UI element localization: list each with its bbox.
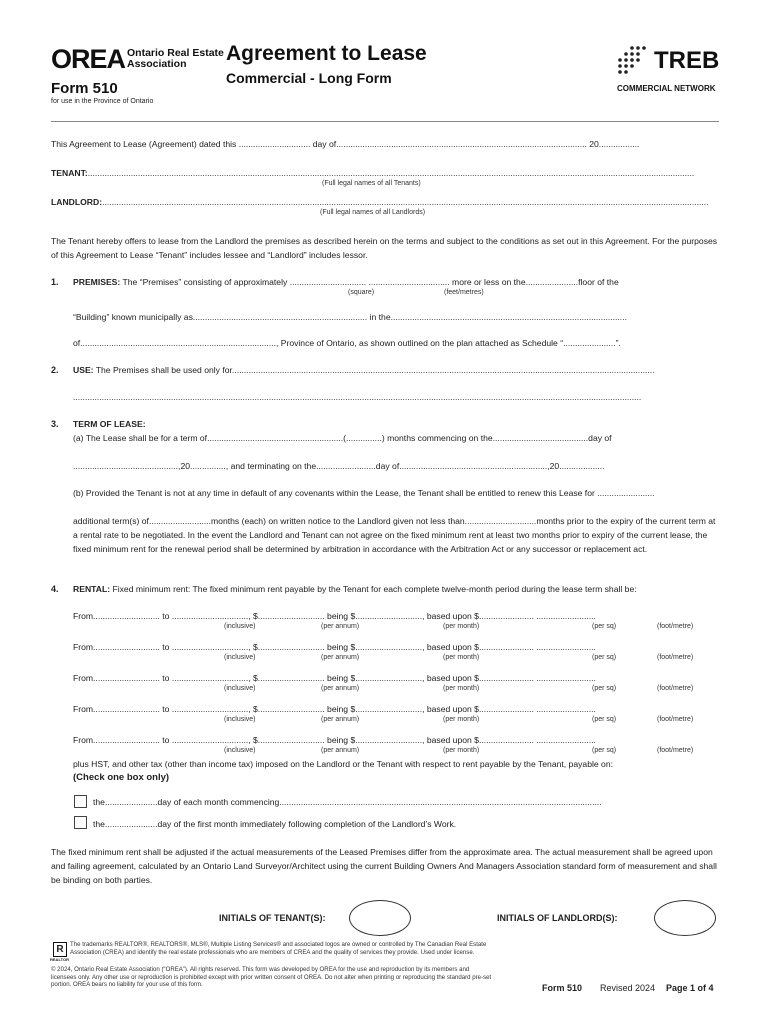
caption-inclusive: (inclusive) [224, 747, 256, 754]
initials-tenant-box[interactable] [349, 900, 411, 936]
caption-inclusive: (inclusive) [224, 654, 256, 661]
caption-per-sq: (per sq) [592, 747, 617, 754]
caption-foot-metre: (foot/metre) [657, 747, 694, 754]
tenant-dots: .............................................................................................................................................................................................................................................................. [87, 168, 695, 178]
caption-per-sq: (per sq) [592, 623, 617, 630]
section1-number: 1. [51, 277, 59, 287]
caption-per-annum: (per annum) [321, 685, 360, 692]
tenant-label: TENANT: [51, 168, 88, 178]
term-line-b[interactable]: (b) Provided the Tenant is not at any time in default of any covenants within the Lease, the Tenant shall be entitled to renew this Lease for ........................ [73, 488, 655, 498]
rent-row[interactable]: From............................ to ................................, $............................ being $............................, based upon $....................... ......................... [73, 704, 596, 714]
premises-heading: PREMISES: [73, 277, 121, 287]
rent-row[interactable]: From............................ to ................................, $............................ being $............................, based upon $....................... ......................... [73, 611, 596, 621]
tax-line: plus HST, and other tax (other than income tax) imposed on the Landlord or the Tenant with respect to rent payable by the Tenant, payable on: [73, 759, 613, 769]
rent-row[interactable]: From............................ to ................................, $............................ being $............................, based upon $....................... ......................... [73, 673, 596, 683]
tenant-caption: (Full legal names of all Tenants) [322, 180, 421, 187]
caption-foot-metre: (foot/metre) [657, 623, 694, 630]
caption-inclusive: (inclusive) [224, 623, 256, 630]
treb-logo-text: TREB [654, 47, 720, 74]
landlord-line[interactable] [51, 197, 719, 207]
copyright-text: © 2024, Ontario Real Estate Association (“OREA”). All rights reserved. This form was developed by OREA for the use and reproduction by its members and licensees only. Any other use or reproduction is prohibited except with prior written consent of OREA. Do not alter when printing or reproducing the standard pre-set portion. OREA bears no liability for your use of this form. [51, 966, 492, 988]
realtor-mark: R [53, 942, 67, 957]
footer-page-number: Page 1 of 4 [666, 983, 714, 993]
province-line[interactable]: of.................................................................................., Province of Ontario, as shown outlined on the plan attached as Schedule “......................”. [73, 338, 621, 348]
payment-option2-checkbox[interactable] [74, 816, 87, 829]
caption-foot-metre: (foot/metre) [657, 654, 694, 661]
premises-line1: The “Premises” consisting of approximately ................................ .................................. more or less on the......................floor of the [120, 277, 619, 287]
rent-row[interactable]: From............................ to ................................, $............................ being $............................, based upon $....................... ......................... [73, 735, 596, 745]
section4-number: 4. [51, 584, 59, 594]
page-title: Agreement to Lease [226, 42, 427, 65]
caption-feet-metres: (feet/metres) [444, 289, 484, 296]
landlord-label: LANDLORD: [51, 197, 103, 207]
term-heading: TERM OF LEASE: [73, 419, 146, 429]
offer-paragraph: The Tenant hereby offers to lease from the Landlord the premises as described herein on the terms and subject to the conditions as set out in this Agreement. For the purposes of this Agreement to Lease “Tenant” includes lessee and “Landlord” includes lessor. [51, 236, 718, 260]
footer-form-number: Form 510 [542, 983, 583, 993]
landlord-dots: .............................................................................................................................................................................................................................................................. [102, 197, 709, 207]
form-number: Form 510 [51, 80, 118, 97]
use-line2[interactable]: .............................................................................................................................................................................................................................................. [73, 392, 642, 402]
premises-line[interactable] [73, 277, 719, 287]
tenant-line[interactable] [51, 168, 719, 178]
caption-per-month: (per month) [443, 747, 480, 754]
caption-per-sq: (per sq) [592, 716, 617, 723]
caption-foot-metre: (foot/metre) [657, 685, 694, 692]
caption-per-annum: (per annum) [321, 623, 360, 630]
orea-logo [51, 44, 224, 74]
rental-intro: Fixed minimum rent: The fixed minimum rent payable by the Tenant for each complete twelve-month period during the lease term shall be: [110, 584, 637, 594]
use-line1: The Premises shall be used only for................................................................................................................................................................................. [93, 365, 655, 375]
caption-per-month: (per month) [443, 623, 480, 630]
caption-per-annum: (per annum) [321, 654, 360, 661]
caption-inclusive: (inclusive) [224, 716, 256, 723]
caption-inclusive: (inclusive) [224, 685, 256, 692]
caption-per-annum: (per annum) [321, 716, 360, 723]
orea-name-line1: Ontario Real Estate [127, 47, 224, 59]
building-line[interactable]: “Building” known municipally as......................................................................... in the................................................................................................... [73, 312, 627, 322]
trademark-text: The trademarks REALTOR®, REALTORS®, MLS®, Multiple Listing Services® and associated logos are owned or controlled by The Canadian Real Estate Association (CREA) and identify the real estate professionals who are members of CREA and the quality of services they provide. Used under license. [70, 941, 487, 956]
section2-number: 2. [51, 365, 59, 375]
use-line[interactable] [73, 365, 719, 375]
payment-option1-text[interactable]: the......................day of each month commencing....................................................................................................................................... [93, 797, 602, 807]
rental-heading: RENTAL: [73, 584, 111, 594]
realtor-logo [51, 942, 67, 962]
header-divider [51, 121, 719, 122]
initials-landlord-box[interactable] [654, 900, 716, 936]
initials-tenant-label: INITIALS OF TENANT(S): [219, 913, 326, 923]
rent-row[interactable]: From............................ to ................................, $............................ being $............................, based upon $....................... ......................... [73, 642, 596, 652]
form-subtitle: for use in the Province of Ontario [51, 98, 154, 105]
payment-option2-text[interactable]: the......................day of the first month immediately following completion of the Landlord’s Work. [93, 819, 457, 829]
adjustment-paragraph: The fixed minimum rent shall be adjusted if the actual measurements of the Leased Premises differ from the approximate area. The actual measurement shall be agreed upon and failing agreement, calculated by an Ontario Land Surveyor/Architect using the current Building Owners And Managers Association standard form of measurement and shall be binding on both parties. [51, 847, 717, 885]
use-heading: USE: [73, 365, 94, 375]
footer-revised: Revised 2024 [600, 983, 656, 993]
caption-per-sq: (per sq) [592, 685, 617, 692]
caption-per-sq: (per sq) [592, 654, 617, 661]
rental-line [73, 584, 719, 594]
caption-foot-metre: (foot/metre) [657, 716, 694, 723]
treb-dots-icon [616, 46, 646, 76]
term-line-a2[interactable]: ............................................,20..............., and terminating on the.........................day of..............................................................,20................... [73, 461, 605, 471]
caption-per-month: (per month) [443, 654, 480, 661]
caption-per-month: (per month) [443, 685, 480, 692]
check-one-note: (Check one box only) [73, 772, 170, 783]
landlord-caption: (Full legal names of all Landlords) [320, 209, 426, 216]
payment-option1-checkbox[interactable] [74, 795, 87, 808]
caption-per-annum: (per annum) [321, 747, 360, 754]
dated-line[interactable]: This Agreement to Lease (Agreement) dated this .............................. day of......................................................................................................... 20................. [51, 139, 640, 149]
section3-number: 3. [51, 419, 59, 429]
treb-network-text: COMMERCIAL NETWORK [617, 84, 716, 93]
initials-landlord-label: INITIALS OF LANDLORD(S): [497, 913, 618, 923]
caption-per-month: (per month) [443, 716, 480, 723]
caption-square: (square) [348, 289, 375, 296]
term-line-a[interactable]: (a) The Lease shall be for a term of.........................................................(...............) months commencing on the........................................day of [73, 433, 612, 443]
page-subtitle: Commercial - Long Form [226, 70, 392, 86]
orea-logo-text: OREA [51, 44, 126, 74]
treb-logo [614, 44, 724, 94]
orea-name-line2: Association [127, 58, 187, 70]
renewal-paragraph: additional term(s) of..........................months (each) on written notice to the Landlord given not less than..............................months prior to the expiry of the current term at a rental rate to be negotiated. In the event the Landlord and Tenant can not agree on the fixed minimum rent at least two months prior to expiry of the current lease, the fixed minimum rent for the renewal period shall be determined by arbitration in accordance with the Arbitration Act or any successor or replacement act. [73, 516, 716, 554]
realtor-caption: REALTOR [50, 957, 69, 962]
